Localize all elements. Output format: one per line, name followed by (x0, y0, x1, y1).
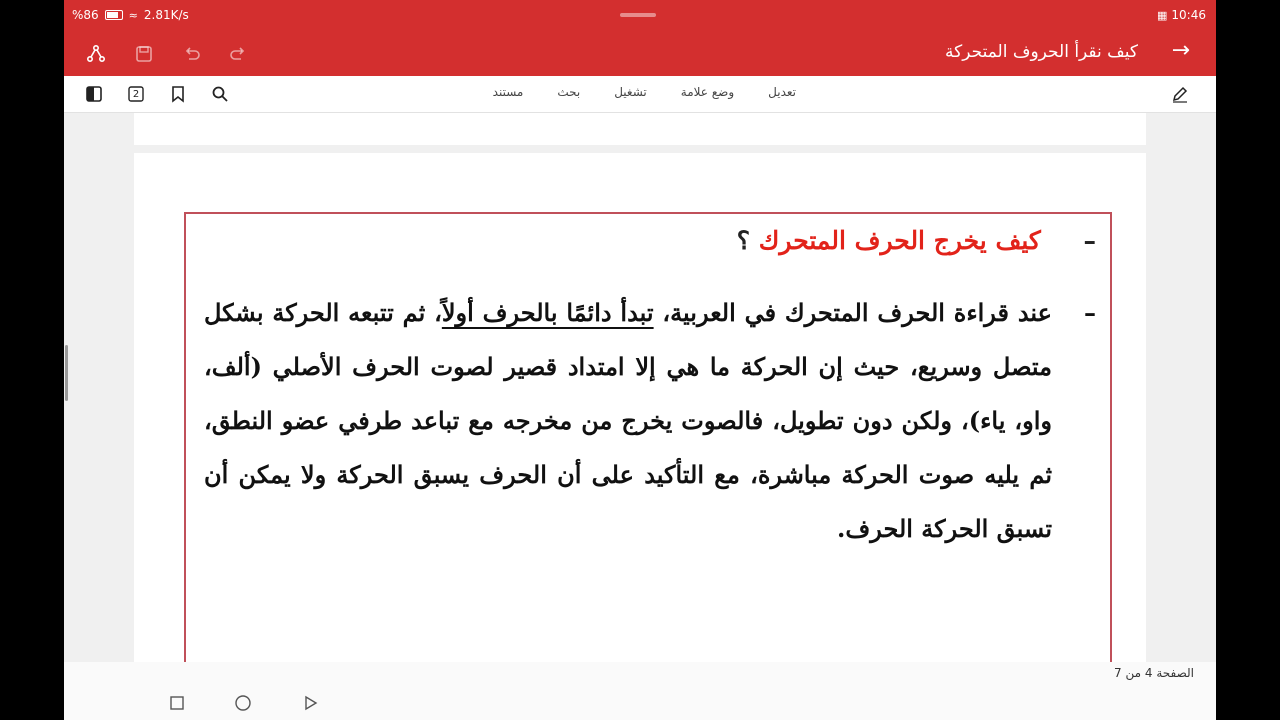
battery-icon (105, 10, 123, 20)
redo-icon[interactable] (224, 40, 252, 68)
app-screen (64, 0, 1216, 720)
home-button[interactable] (234, 694, 252, 712)
document-page (134, 153, 1146, 673)
tab-search[interactable]: بحث (557, 85, 581, 99)
bookmark-icon[interactable] (168, 84, 188, 104)
tab-edit[interactable]: تعديل (768, 85, 796, 99)
question-heading (737, 226, 1096, 255)
tab-annotate[interactable]: وضع علامة (680, 85, 735, 99)
para-text-start: عند قراءة الحرف المتحرك في العربية، (653, 298, 1052, 327)
question-mark: ؟ (736, 226, 751, 255)
question-text: كيف يخرج الحرف المتحرك (758, 226, 1041, 255)
explanation-paragraph (204, 286, 1096, 556)
previous-page-tail (134, 113, 1146, 145)
bullet-dash: – (1083, 226, 1096, 255)
reading-mode-icon[interactable] (84, 84, 104, 104)
page-badge: 2 (132, 88, 140, 100)
title-bar (64, 34, 1216, 74)
header-bar (64, 0, 1216, 76)
battery-percent: %86 (72, 8, 99, 22)
pen-icon[interactable] (1170, 84, 1190, 104)
back-button[interactable] (302, 694, 320, 712)
recents-button[interactable] (168, 694, 186, 712)
wifi-icon: ≈ (128, 8, 138, 22)
tab-document[interactable]: مستند (492, 85, 524, 99)
document-title: كيف نقرأ الحروف المتحركة (945, 42, 1138, 62)
save-icon[interactable] (130, 40, 158, 68)
search-icon[interactable] (210, 84, 230, 104)
toolbar (64, 76, 1216, 113)
share-icon[interactable] (82, 40, 110, 68)
network-speed: 2.81K/s (143, 8, 189, 22)
para-underlined-text: تبدأ دائمًا بالحرف أولاً (441, 298, 654, 327)
undo-icon[interactable] (178, 40, 206, 68)
page-indicator: الصفحة 4 من 7 (1114, 666, 1194, 680)
content-frame (184, 212, 1112, 674)
status-bar (64, 0, 1216, 30)
vibrate-icon: ▦ (1157, 8, 1168, 22)
tab-play[interactable]: تشغيل (614, 85, 647, 99)
scrollbar[interactable] (65, 345, 68, 401)
clock: 10:46 (1171, 8, 1206, 22)
drag-handle[interactable] (620, 13, 656, 17)
para-text-rest: ، ثم تتبعه الحركة بشكل متصل وسريع، حيث إن الحركة ما هي إلا امتداد قصير لصوت الحرف الأصلي (ألف، واو، ياء)، ولكن دون تطويل، فالصوت يخرج من مخرجه مع تباعد طرفي عضو النطق، ثم يليه صوت الحركة مباشرة، مع التأكيد على أن الحرف يسبق الحركة ولا يمكن أن تسبق الحركة الحرف. (204, 298, 1052, 543)
page-thumbnails-icon[interactable] (126, 84, 146, 104)
toolbar-tabs (493, 85, 796, 99)
back-arrow-icon[interactable]: → (1171, 38, 1190, 63)
bullet-dash: – (1084, 298, 1096, 327)
